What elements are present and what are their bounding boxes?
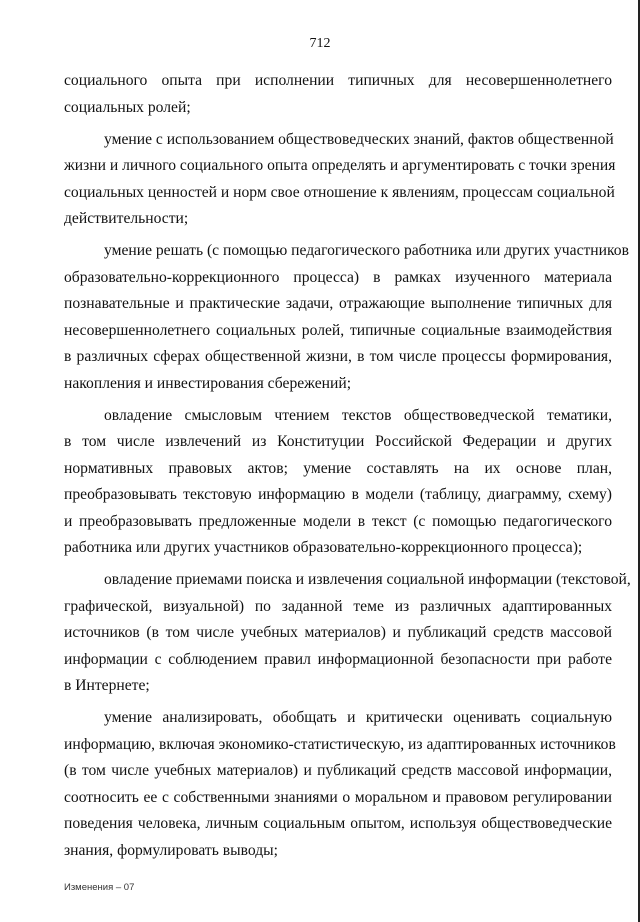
- paragraph: [64, 127, 616, 233]
- paragraph: [64, 567, 631, 700]
- text-line: познавательные и практические задачи, отражающие выполнение типичных для: [64, 295, 612, 312]
- text-line: графической, визуальной) по заданной теме из различных адаптированных: [64, 597, 612, 615]
- text-line: действительности;: [64, 210, 189, 227]
- paragraph: [64, 705, 616, 864]
- text-line: преобразовывать текстовую информацию в модели (таблицу, диаграмму, схему): [64, 486, 612, 503]
- text-line: источников (в том числе учебных материалов) и публикаций средств массовой: [64, 624, 612, 641]
- text-line: образовательно-коррекционного процесса) в рамках изученного материала: [64, 268, 612, 286]
- paragraph: [64, 403, 612, 562]
- text-line: несовершеннолетнего социальных ролей, типичные социальные взаимодействия: [64, 321, 612, 339]
- body-text: [64, 68, 631, 864]
- footer-note: Изменения – 07: [64, 882, 135, 893]
- text-line: в Интернете;: [64, 677, 150, 694]
- text-line: в том числе извлечений из Конституции Российской Федерации и других: [64, 433, 612, 450]
- text-line: информацию, включая экономико-статистическую, из адаптированных источников: [64, 735, 616, 753]
- text-line: соотносить ее с собственными знаниями о моральном и правовом регулировании: [64, 788, 612, 806]
- text-line: (в том числе учебных материалов) и публикаций средств массовой информации,: [64, 762, 612, 779]
- text-line: нормативных правовых актов; умение составлять на их основе план,: [64, 459, 612, 477]
- paragraph: [64, 68, 612, 121]
- text-line: поведения человека, личным социальным опытом, используя обществоведческие: [64, 815, 612, 832]
- text-line: социального опыта при исполнении типичных для несовершеннолетнего: [64, 72, 612, 89]
- text-line: знания, формулировать выводы;: [64, 841, 278, 859]
- text-line: социальных ценностей и норм свое отношение к явлениям, процессам социальной: [64, 183, 615, 201]
- text-line: овладение приемами поиска и извлечения социальной информации (текстовой,: [104, 571, 631, 588]
- text-line: и преобразовывать предложенные модели в текст (с помощью педагогического: [64, 512, 612, 530]
- text-line: социальных ролей;: [64, 98, 191, 116]
- text-line: работника или других участников образовательно-коррекционного процесса);: [64, 539, 583, 556]
- text-line: умение анализировать, обобщать и критически оценивать социальную: [104, 709, 612, 726]
- text-line: жизни и личного социального опыта определять и аргументировать с точки зрения: [64, 157, 616, 174]
- page-number: 712: [309, 36, 331, 51]
- text-line: накопления и инвестирования сбережений;: [64, 374, 352, 392]
- text-line: информации с соблюдением правил информационной безопасности при работе: [64, 650, 612, 668]
- paragraph: [64, 238, 629, 397]
- text-line: в различных сферах общественной жизни, в том числе процессы формирования,: [64, 348, 612, 365]
- text-line: умение решать (с помощью педагогического работника или других участников: [104, 242, 629, 259]
- text-line: умение с использованием обществоведческих знаний, фактов общественной: [104, 130, 614, 148]
- text-line: овладение смысловым чтением текстов обществоведческой тематики,: [104, 406, 612, 424]
